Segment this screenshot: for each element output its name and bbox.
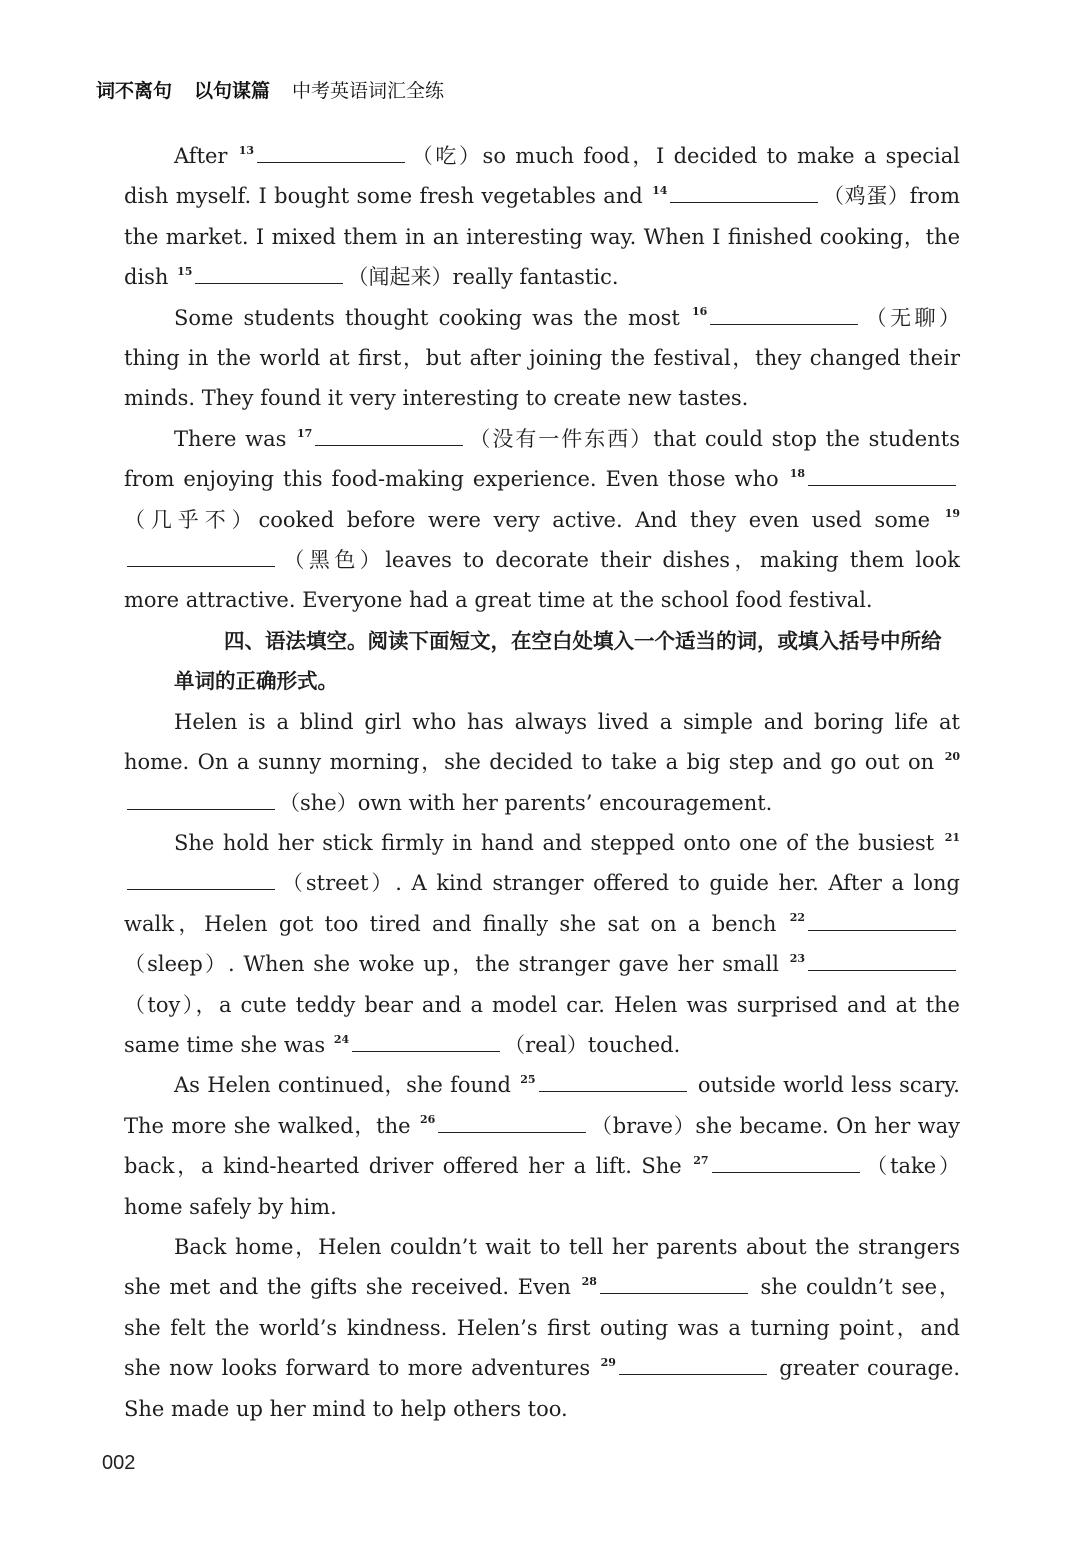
text-run: outside world less scary. The more she walked，the bbox=[124, 1073, 960, 1138]
header-series-part2: 以句谋篇 bbox=[194, 80, 271, 102]
text-run: There was bbox=[174, 426, 296, 451]
blank-number: 28 bbox=[581, 1275, 597, 1289]
blank-number: 29 bbox=[600, 1355, 616, 1369]
paragraph-20 bbox=[124, 702, 960, 823]
answer-blank-24[interactable] bbox=[352, 1050, 500, 1052]
text-run: （吃）so much food，I decided to make a special dish myself. I bought some fresh vegetables and bbox=[124, 144, 960, 209]
blank-number: 26 bbox=[419, 1113, 436, 1127]
text-run: （brave）she became. On her way back，a kind-hearted driver offered her a lift. She bbox=[124, 1113, 960, 1179]
blank-number: 17 bbox=[297, 426, 313, 440]
paragraph-16 bbox=[124, 298, 960, 419]
paragraph-17-19 bbox=[124, 419, 960, 621]
blank-number: 22 bbox=[789, 911, 805, 925]
text-run: （没有一件东西）that could stop the students from enjoying this food-making experience. Even those who bbox=[124, 426, 960, 492]
blank-number: 20 bbox=[944, 749, 960, 763]
text-run: Some students thought cooking was the most bbox=[174, 305, 690, 330]
blank-number: 25 bbox=[520, 1073, 536, 1086]
answer-blank-18[interactable] bbox=[808, 484, 956, 486]
answer-blank-23[interactable] bbox=[808, 969, 956, 971]
answer-blank-27[interactable] bbox=[712, 1171, 860, 1173]
text-run: After bbox=[174, 144, 237, 168]
answer-blank-14[interactable] bbox=[670, 201, 818, 203]
text-run: （sleep）. When she woke up，the stranger gave her small bbox=[124, 952, 788, 977]
answer-blank-15[interactable] bbox=[195, 282, 343, 284]
text-run: （real）touched. bbox=[504, 1032, 681, 1057]
blank-number: 16 bbox=[691, 305, 708, 319]
text-run: （take）home safely by him. bbox=[124, 1154, 960, 1219]
answer-blank-22[interactable] bbox=[808, 929, 956, 931]
text-run: As Helen continued，she found bbox=[174, 1073, 519, 1098]
text-run: （street）. A kind stranger offered to guide her. After a long walk，Helen got too tired and finally she sat on a bench bbox=[124, 871, 960, 936]
answer-blank-16[interactable] bbox=[710, 323, 858, 325]
blank-number: 21 bbox=[944, 830, 960, 844]
text-run: greater courage. She made up her mind to help others too. bbox=[124, 1356, 960, 1421]
page-number: 002 bbox=[102, 1452, 136, 1474]
exercise-content bbox=[124, 136, 960, 1429]
answer-blank-20[interactable] bbox=[127, 808, 275, 810]
answer-blank-13[interactable] bbox=[257, 161, 405, 163]
text-run: Back home，Helen couldn’t wait to tell her parents about the strangers she met and the gifts she received. Even bbox=[124, 1234, 960, 1300]
text-run: （无聊）thing in the world at first，but after joining the festival，they changed their minds. They found it very interesting to create new tastes. bbox=[124, 305, 960, 411]
text-run: （几乎不）cooked before were very active. And they even used some bbox=[124, 507, 943, 532]
answer-blank-26[interactable] bbox=[438, 1131, 586, 1133]
text-run: Helen is a blind girl who has always lived a simple and boring life at home. On a sunny morning，she decided to take a big step and go out on bbox=[124, 709, 960, 775]
answer-blank-28[interactable] bbox=[600, 1292, 748, 1294]
section-4-heading: 四、语法填空。阅读下面短文，在空白处填入一个适当的词，或填入括号中所给单词的正确形式。 bbox=[174, 628, 942, 694]
text-run: she couldn’t see，she felt the world’s kindness. Helen’s first outing was a turning point，and she now looks forward to more adventures bbox=[124, 1275, 960, 1381]
blank-number: 14 bbox=[652, 184, 668, 198]
page-header bbox=[96, 76, 444, 103]
text-run: （she）own with her parents’ encouragement. bbox=[279, 790, 773, 815]
paragraph-21-24 bbox=[124, 823, 960, 1065]
text-run: （黑色）leaves to decorate their dishes，making them look more attractive. Everyone had a great time at the school food festival. bbox=[124, 548, 960, 613]
text-run: （鸡蛋）from the market. I mixed them in an interesting way. When I finished cooking，the dish bbox=[124, 184, 960, 290]
answer-blank-17[interactable] bbox=[315, 444, 463, 446]
paragraph-13-15 bbox=[124, 136, 960, 298]
answer-blank-21[interactable] bbox=[127, 888, 275, 890]
answer-blank-25[interactable] bbox=[539, 1090, 687, 1092]
answer-blank-29[interactable] bbox=[619, 1373, 767, 1375]
blank-number: 23 bbox=[789, 951, 805, 965]
text-run: （toy），a cute teddy bear and a model car. Helen was surprised and at the same time she was bbox=[124, 992, 960, 1057]
blank-number: 19 bbox=[944, 507, 960, 521]
text-run: She hold her stick firmly in hand and stepped onto one of the busiest bbox=[174, 830, 943, 855]
header-book-title: 中考英语词汇全练 bbox=[292, 80, 445, 102]
blank-number: 15 bbox=[177, 264, 193, 278]
blank-number: 27 bbox=[693, 1153, 709, 1167]
blank-number: 13 bbox=[238, 143, 255, 157]
paragraph-25-27 bbox=[124, 1065, 960, 1227]
header-series-part1: 词不离句 bbox=[96, 80, 173, 102]
answer-blank-19[interactable] bbox=[127, 565, 275, 567]
blank-number: 18 bbox=[789, 466, 805, 480]
blank-number: 24 bbox=[333, 1032, 350, 1046]
paragraph-28-29 bbox=[124, 1227, 960, 1429]
text-run: （闻起来）really fantastic. bbox=[347, 265, 619, 290]
